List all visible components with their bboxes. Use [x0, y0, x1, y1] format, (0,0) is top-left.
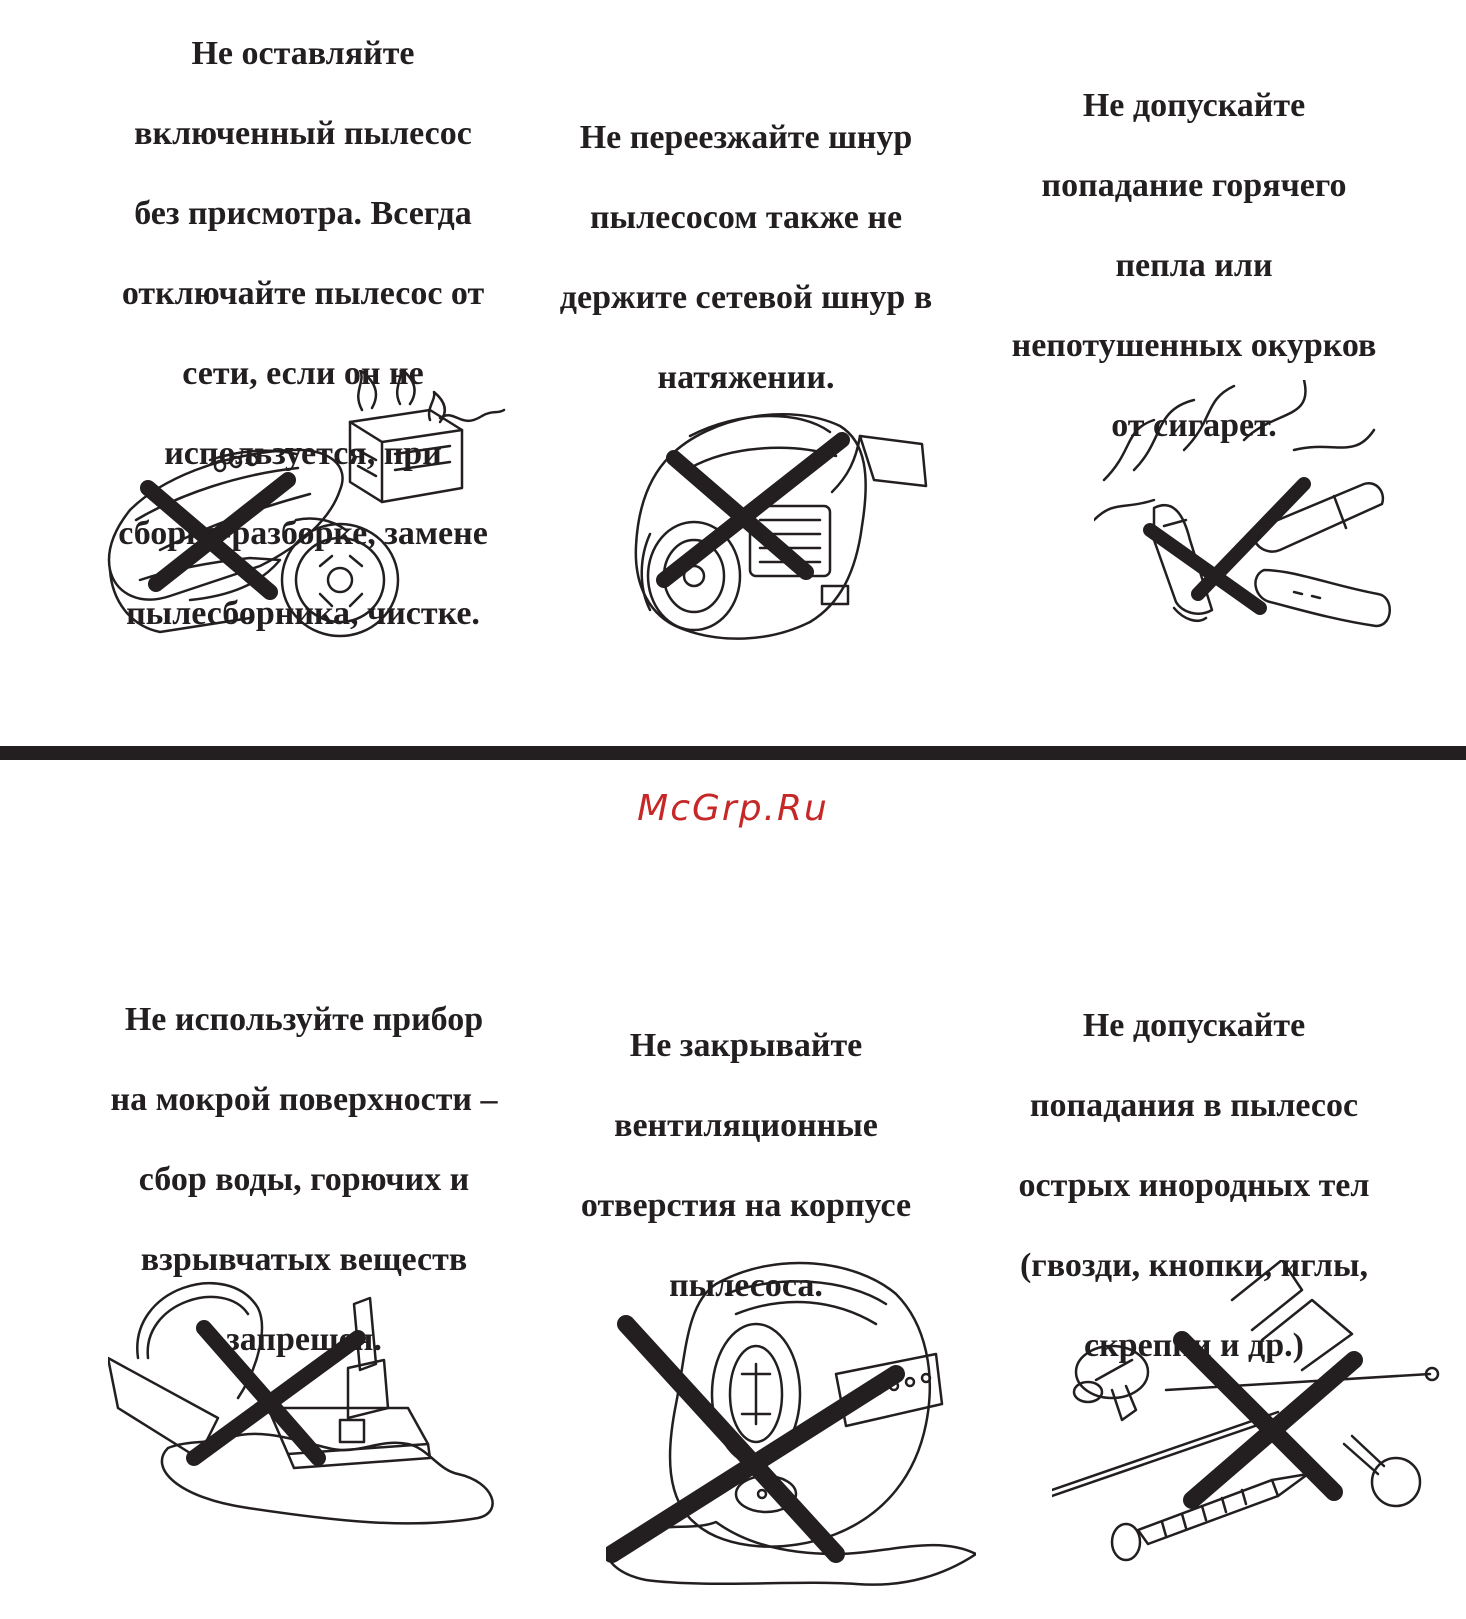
- cigarette-butts-icon: [1094, 380, 1414, 650]
- caption-line: от сигарет.: [1111, 407, 1277, 444]
- section-divider: [0, 746, 1466, 760]
- caption-line: Не допускайте: [1082, 1007, 1306, 1044]
- caption-line: взрывчатых веществ: [140, 1241, 468, 1278]
- caption-line: острых инородных тел: [1018, 1167, 1370, 1204]
- caption-line: натяжении.: [657, 359, 835, 396]
- caption-line: пылесборника, чистке.: [126, 595, 480, 632]
- caption-line: на мокрой поверхности –: [110, 1081, 498, 1118]
- caption-line: включенный пылесос: [134, 115, 472, 152]
- caption-line: Не используйте прибор: [124, 1001, 484, 1038]
- caption-line: вентиляционные: [614, 1107, 878, 1144]
- watermark: McGrp.Ru: [637, 788, 829, 829]
- caption-line: держите сетевой шнур в: [559, 279, 933, 316]
- caption-line: попадания в пылесос: [1029, 1087, 1359, 1124]
- caption-line: сбор воды, горючих и: [138, 1161, 470, 1198]
- caption-line: отключайте пылесос от: [121, 275, 485, 312]
- caption-line: попадание горячего: [1041, 167, 1347, 204]
- caption-cord: [536, 78, 956, 438]
- caption-line: отверстия на корпусе: [580, 1187, 912, 1224]
- caption-line: без присмотра. Всегда: [134, 195, 472, 232]
- caption-line: запрещен.: [226, 1321, 382, 1358]
- sharp-objects-icon: [1052, 1260, 1442, 1570]
- caption-line: пылесосом также не: [589, 199, 903, 236]
- caption-line: пылесоса.: [669, 1267, 823, 1304]
- vacuum-near-heater-icon: [100, 370, 510, 670]
- caption-line: сборке-разборке, замене: [118, 515, 488, 552]
- caption-line: сети, если он не: [182, 355, 424, 392]
- caption-line: пепла или: [1115, 247, 1273, 284]
- caption-line: (гвозди, кнопки, иглы,: [1019, 1247, 1369, 1284]
- caption-line: непотушенных окурков: [1011, 327, 1377, 364]
- caption-line: используется, при: [164, 435, 442, 472]
- vacuum-over-cord-icon: [630, 396, 940, 656]
- covered-vacuum-icon: [606, 1254, 976, 1588]
- caption-line: скрепки и др.): [1084, 1327, 1304, 1364]
- nozzle-in-water-icon: [108, 1268, 498, 1538]
- caption-line: Не переезжайте шнур: [579, 119, 913, 156]
- caption-line: Не закрывайте: [629, 1027, 863, 1064]
- caption-line: Не оставляйте: [191, 35, 415, 72]
- caption-line: Не допускайте: [1082, 87, 1306, 124]
